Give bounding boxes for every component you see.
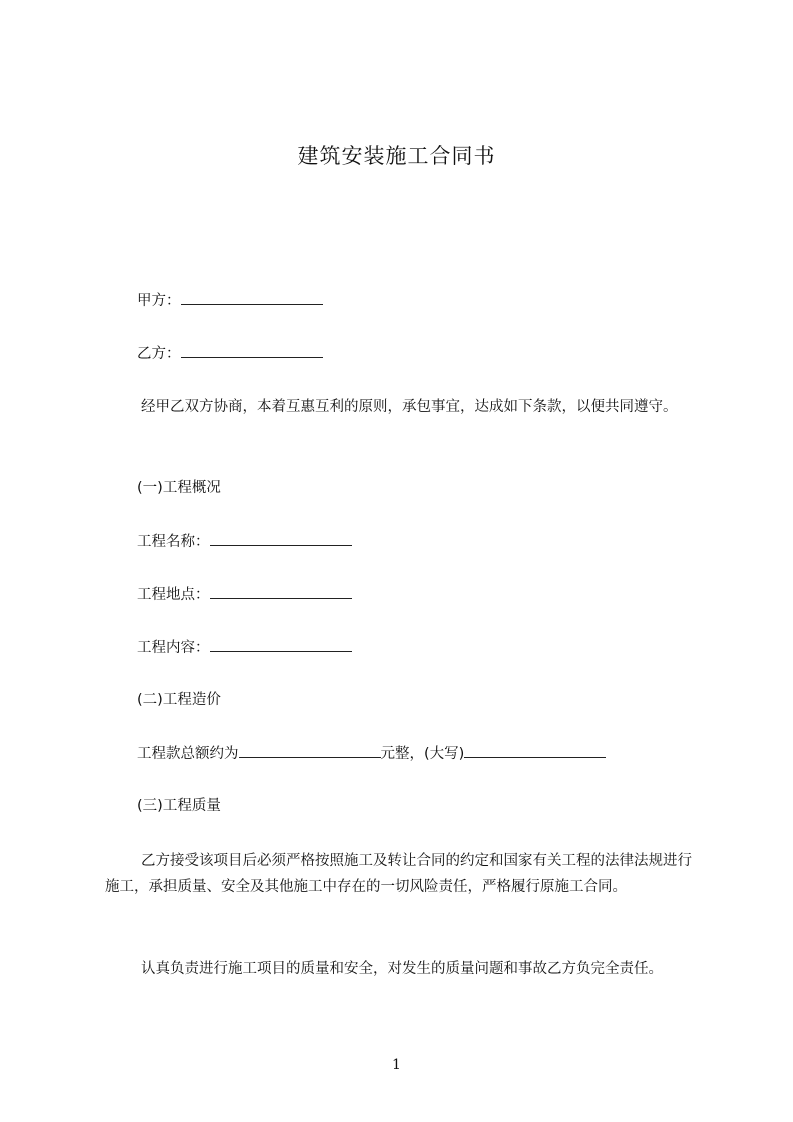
project-name-label: 工程名称： [137,534,210,550]
section2-heading: (二)工程造价 [137,692,221,708]
quality-paragraph-2: 认真负责进行施工项目的质量和安全，对发生的质量问题和事故乙方负完全责任。 [141,961,663,977]
amount-prefix: 工程款总额约为 [137,746,239,762]
section3-heading: (三)工程质量 [137,798,221,814]
intro-paragraph: 经甲乙双方协商，本着互惠互利的原则，承包事宜，达成如下条款，以便共同遵守。 [141,399,678,415]
amount-line [137,743,606,764]
amount-uppercase-blank [464,743,606,758]
project-content-blank [210,637,352,652]
section1-heading: (一)工程概况 [137,480,221,496]
quality-paragraph-1: 乙方接受该项目后必须严格按照施工及转让合同的约定和国家有关工程的法律法规进行施工，承担质量、安全及其他施工中存在的一切风险责任，严格履行原施工合同。 [105,853,692,895]
party-a-blank [181,290,323,305]
document-title: 建筑安装施工合同书 [297,144,496,168]
amount-middle: 元整，(大写) [380,746,465,762]
party-a-line [137,290,323,311]
amount-blank [239,743,381,758]
project-name-line [137,531,352,552]
page-number: 1 [392,1057,401,1073]
party-b-blank [181,343,323,358]
project-content-label: 工程内容： [137,640,210,656]
project-location-line [137,584,352,605]
project-name-blank [210,531,352,546]
party-b-label: 乙方： [137,346,181,362]
project-location-label: 工程地点： [137,587,210,603]
party-b-line [137,343,323,364]
project-location-blank [210,584,352,599]
party-a-label: 甲方： [137,293,181,309]
project-content-line [137,637,352,658]
